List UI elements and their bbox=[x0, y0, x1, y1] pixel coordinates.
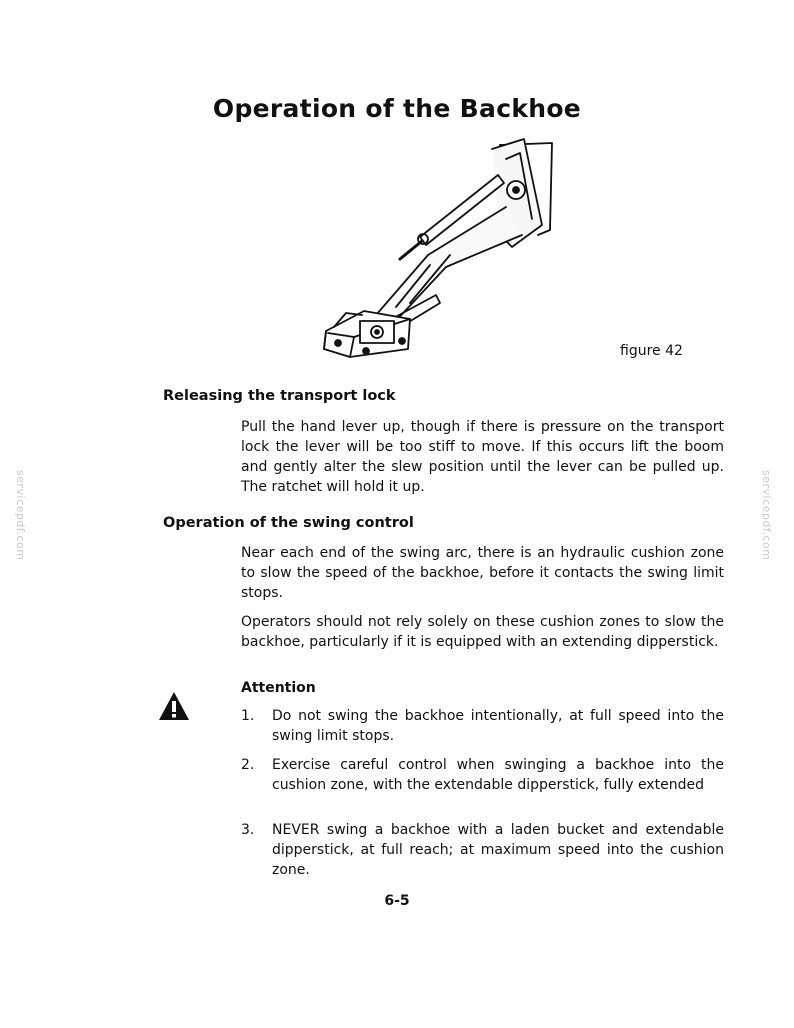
page-title: Operation of the Backhoe bbox=[212, 94, 582, 123]
figure-caption: figure 42 bbox=[620, 343, 683, 359]
transport-lock-paragraph: Pull the hand lever up, though if there is pressure on the transport lock the lever will be too stiff to move. If this occurs lift the boom and gently alter the slew position until the lever can be pulled up. The ratchet will hold it up. bbox=[241, 419, 724, 495]
list-item-text: Do not swing the backhoe intentionally, at full speed into the swing limit stops. bbox=[272, 708, 724, 744]
list-item-number: 3. bbox=[241, 822, 255, 838]
list-item-text: NEVER swing a backhoe with a laden bucket and extendable dipperstick, at full reach; at maximum speed into the cushion zone. bbox=[272, 822, 724, 878]
attention-title: Attention bbox=[241, 680, 316, 696]
list-item-number: 2. bbox=[241, 757, 255, 773]
list-item-text: Exercise careful control when swinging a backhoe into the cushion zone, with the extendable dipperstick, fully extended bbox=[272, 757, 724, 793]
section-heading-swing-control: Operation of the swing control bbox=[163, 515, 414, 531]
swing-control-paragraph-2: Operators should not rely solely on these cushion zones to slow the backhoe, particularly if it is equipped with an extending dipperstick. bbox=[241, 614, 724, 650]
page-number: 6-5 bbox=[384, 893, 410, 909]
list-item bbox=[241, 706, 724, 746]
list-item bbox=[241, 755, 724, 795]
list-item-number: 1. bbox=[241, 708, 255, 724]
swing-control-paragraph-1: Near each end of the swing arc, there is an hydraulic cushion zone to slow the speed of the backhoe, before it contacts the swing limit stops. bbox=[241, 545, 724, 601]
watermark-left: servicepdf.com bbox=[14, 470, 27, 561]
section-heading-transport-lock: Releasing the transport lock bbox=[163, 388, 396, 404]
watermark-right: servicepdf.com bbox=[760, 470, 773, 561]
list-item bbox=[241, 820, 724, 880]
warning-triangle-icon bbox=[158, 690, 190, 722]
backhoe-illustration bbox=[310, 135, 560, 365]
